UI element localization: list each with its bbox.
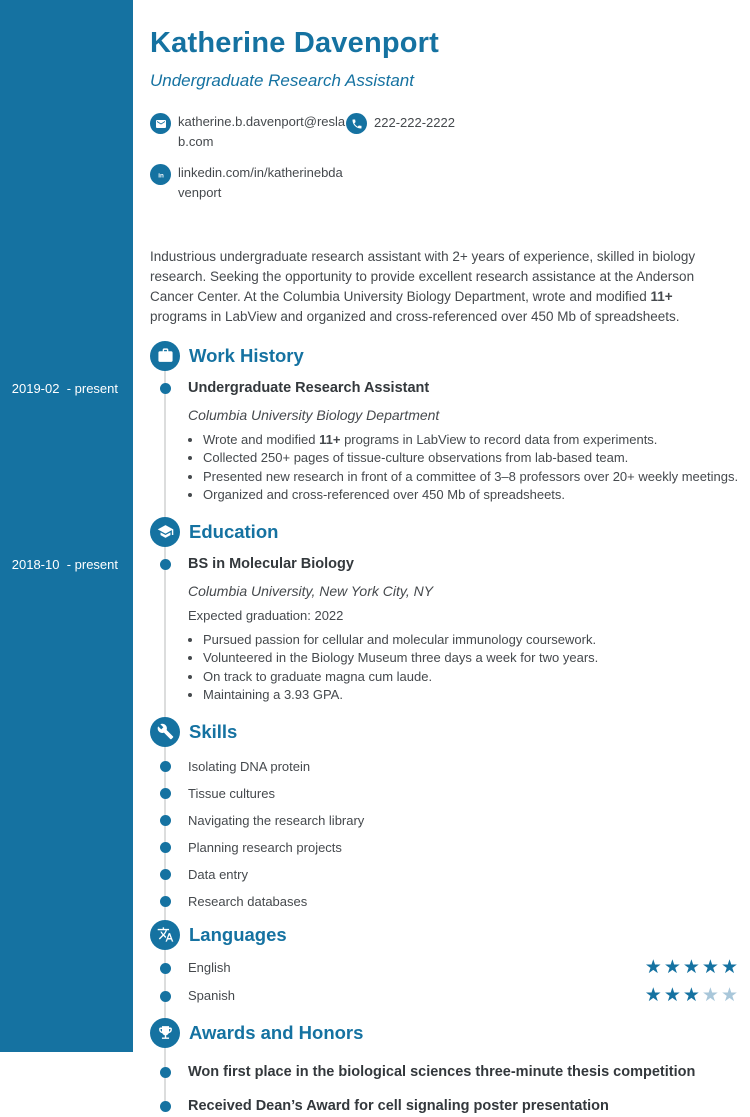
skill-item [188,895,740,908]
award-title: Received Dean’s Award for cell signaling poster presentation [188,1097,609,1114]
star-icon: ★ [682,957,702,978]
envelope-icon [150,113,171,134]
section-title-skills: Skills [189,720,238,742]
skill-label: Navigating the research library [188,812,365,828]
candidate-name: Katherine Davenport [150,27,440,59]
graduation-note: Expected graduation: 2022 [188,607,344,623]
phone-icon [346,113,367,134]
trophy-icon [150,1018,180,1048]
work-entry [11,379,740,505]
entry-date: 2019-02 - present [11,380,118,396]
education-section [11,517,740,705]
entry-date: 2018-10 - present [11,556,118,572]
skill-item [188,814,740,827]
timeline-dot [160,1067,171,1078]
skill-label: Isolating DNA protein [188,758,311,774]
star-icon: ★ [663,957,683,978]
sidebar [0,0,133,1052]
linkedin-icon [150,164,171,185]
timeline-dot [160,815,171,826]
job-bullet: • Presented new research in front of a committee of 3–8 professors over 20+ weekly meetings. [203,468,740,487]
language-name: English [188,960,231,975]
timeline-dot [160,559,171,570]
job-bullet-list [188,431,740,505]
timeline-dot [160,869,171,880]
timeline-dot [160,991,171,1002]
award-item [70,1063,740,1082]
language-row [188,986,740,1006]
education-bullet: • Pursued passion for cellular and molecular immunology coursework. [203,631,740,650]
education-bullet: • Maintaining a 3.93 GPA. [203,686,740,705]
entry-date: 2020-02 [70,1099,118,1115]
timeline-dot [160,963,171,974]
skill-item [188,841,740,854]
skill-item [188,787,740,800]
award-item [70,1097,740,1116]
contact-email [150,112,346,152]
education-bullet-list [188,631,740,705]
school-name: Columbia University, New York City, NY [188,582,434,599]
timeline-dot [160,383,171,394]
contact-list [150,112,570,203]
star-rating [645,958,740,977]
job-title: Undergraduate Research Assistant [188,379,430,396]
contact-phone-text: 222-222-2222 [374,115,455,130]
skill-item [188,868,740,881]
section-title-awards: Awards and Honors [189,1021,364,1043]
language-row [188,958,740,978]
star-icon: ★ [720,957,740,978]
main-content [11,0,740,1116]
skill-label: Data entry [188,866,248,882]
timeline-dot [160,896,171,907]
star-icon: ★ [682,985,702,1006]
skill-item [188,760,740,773]
star-icon: ★ [644,957,664,978]
section-title-education: Education [189,520,279,542]
awards-section [70,1018,740,1116]
job-bullet: • Wrote and modified 11+ programs in LabView to record data from experiments. [203,431,740,450]
svg-text:in: in [157,171,164,179]
timeline-dot [160,1101,171,1112]
skill-label: Planning research projects [188,839,342,855]
languages-section [150,920,740,1006]
timeline-dot [160,788,171,799]
star-icon: ★ [720,985,740,1006]
contact-phone [346,112,570,134]
professional-summary: Industrious undergraduate research assistant with 2+ years of experience, skilled in biology research. Seeking the opportunity to provide excellent research assistance at the Anderson Cancer Center. At the Columbia University Biology Department, wrote and modified 11+ programs in LabView and organized and cross-referenced over 450 Mb of spreadsheets. [150,249,696,324]
job-bullet: • Collected 250+ pages of tissue-culture observations from lab-based team. [203,449,740,468]
candidate-title: Undergraduate Research Assistant [150,71,414,90]
skill-label: Tissue cultures [188,785,275,801]
language-name: Spanish [188,988,235,1003]
contact-linkedin [150,163,346,203]
section-title-languages: Languages [189,923,287,945]
star-rating [645,986,740,1005]
skills-section [150,717,740,908]
education-bullet: • Volunteered in the Biology Museum three days a week for two years. [203,649,740,668]
timeline-dot [160,842,171,853]
degree-title: BS in Molecular Biology [188,555,354,572]
contact-email-text: katherine.b.davenport@reslab.com [178,114,346,149]
timeline-dot [160,761,171,772]
job-bullet: • Organized and cross-referenced over 450 Mb of spreadsheets. [203,486,740,505]
star-icon: ★ [663,985,683,1006]
star-icon: ★ [701,957,721,978]
graduation-cap-icon [150,517,180,547]
entry-date: 2021-07 [70,1065,118,1081]
briefcase-icon [150,341,180,371]
star-icon: ★ [644,985,664,1006]
section-title-work: Work History [189,344,304,366]
work-history-section [11,341,740,505]
contact-linkedin-text: linkedin.com/in/katherinebdavenport [178,165,343,200]
education-bullet: • On track to graduate magna cum laude. [203,668,740,687]
star-icon: ★ [701,985,721,1006]
education-entry [11,555,740,705]
translate-icon [150,920,180,950]
company-name: Columbia University Biology Department [188,406,440,423]
skill-label: Research databases [188,893,308,909]
award-title: Won first place in the biological sciences three-minute thesis competition [188,1063,696,1080]
wrench-icon [150,717,180,747]
